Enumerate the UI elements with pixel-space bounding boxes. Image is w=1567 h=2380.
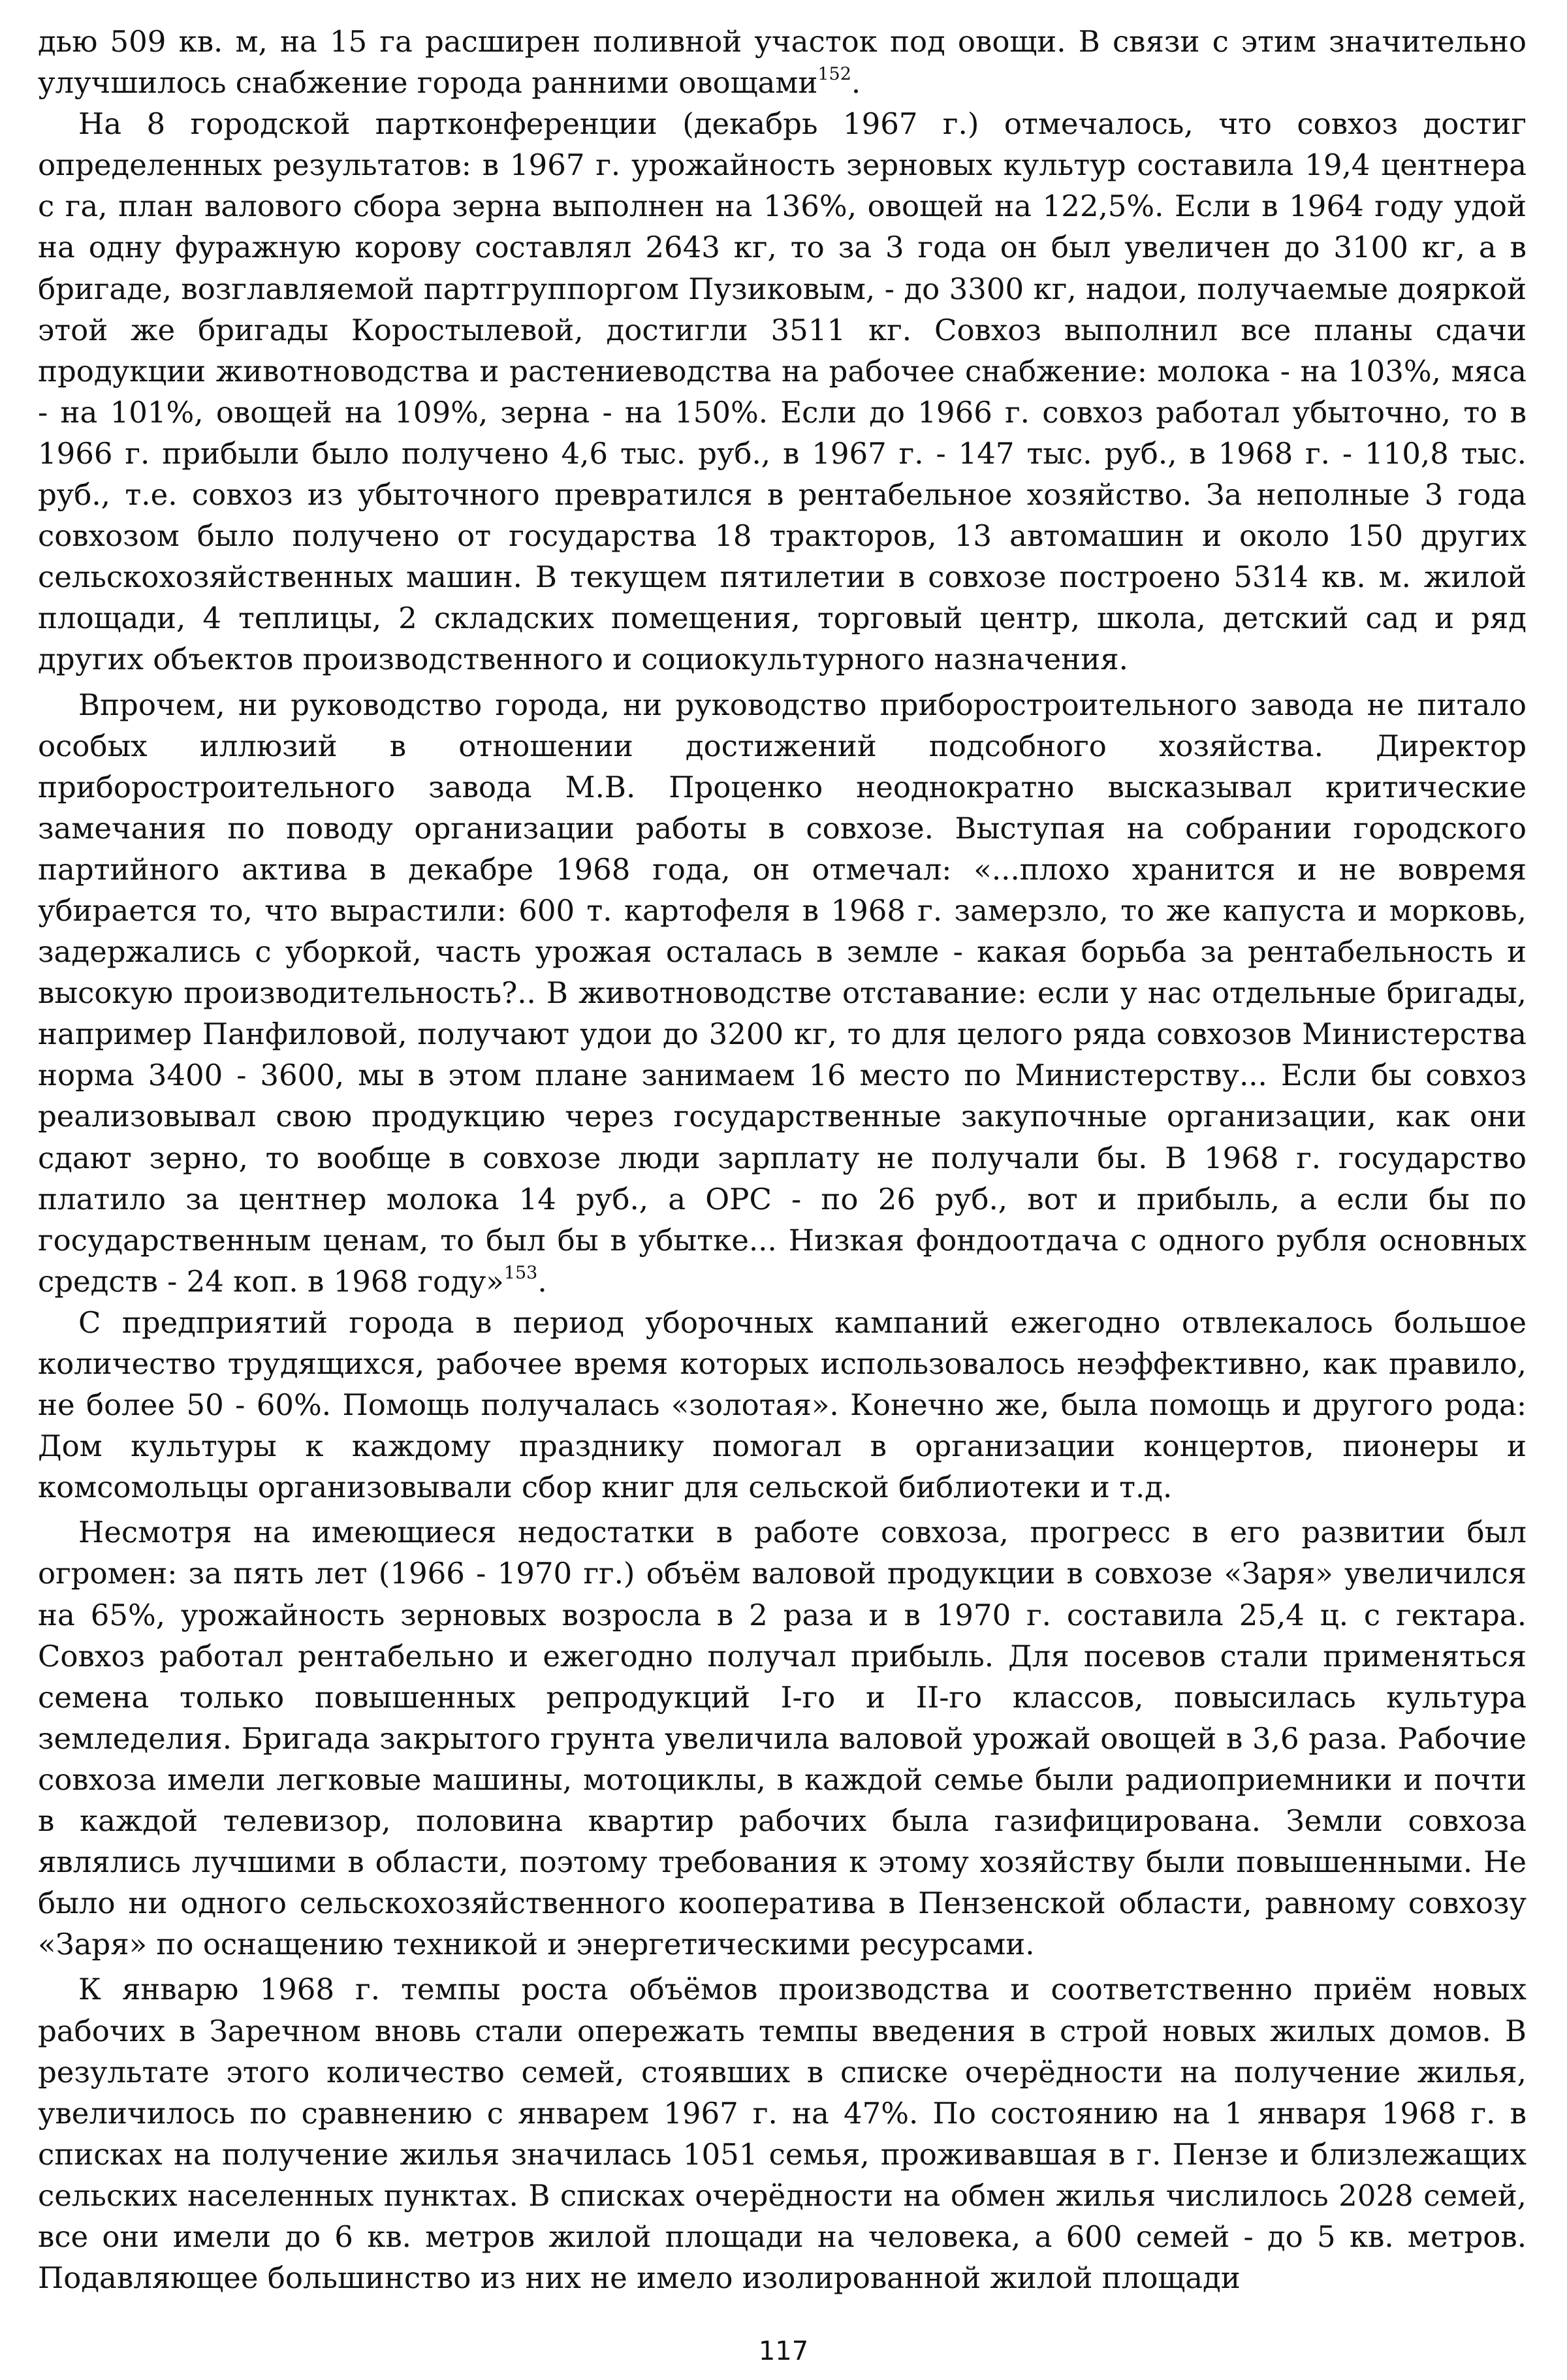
paragraph-1: [38, 21, 1527, 103]
paragraph-1-text: дью 509 кв. м, на 15 га расширен поливной участок под овощи. В связи с этим значительно улучшилось снабжение города ранними овощами: [38, 24, 1527, 101]
paragraph-6: [38, 1969, 1527, 2298]
paragraph-5: [38, 1512, 1527, 1965]
paragraph-5-text: Несмотря на имеющиеся недостатки в работе совхоза, прогресс в его развитии был огромен: за пять лет (1966 - 1970 гг.) объём валовой продукции в совхозе «Заря» увеличился на 65%, урожайность зерновых возросла в 2 раза и в 1970 г. составила 25,4 ц. с гектара. Совхоз работал рентабельно и ежегодно получал прибыль. Для посевов стали применяться семена только повышенных репродукций I-го и II-го классов, повысилась культура земледелия. Бригада закрытого грунта увеличила валовой урожай овощей в 3,6 раза. Рабочие совхоза имели легковые машины, мотоциклы, в каждой семье были радиоприемники и почти в каждой телевизор, половина квартир рабочих была газифицирована. Земли совхоза являлись лучшими в области, поэтому требования к этому хозяйству были повышенными. Не было ни одного сельскохозяйственного кооператива в Пензенской области, равному совхозу «Заря» по оснащению техникой и энергетическими ресурсами.: [38, 1515, 1527, 1962]
footnote-ref-153: 153: [503, 1262, 538, 1283]
paragraph-4: [38, 1302, 1527, 1508]
body-text: [38, 21, 1527, 2298]
paragraph-3: [38, 684, 1527, 1302]
paragraph-3-tail: .: [537, 1263, 547, 1299]
paragraph-6-text: К январю 1968 г. темпы роста объёмов производства и соответственно приём новых рабочих в Заречном вновь стали опережать темпы введения в строй новых жилых домов. В результате этого количество семей, стоявших в списке очерёдности на получение жилья, увеличилось по сравнению с январем 1967 г. на 47%. По состоянию на 1 января 1968 г. в списках на получение жилья значилась 1051 семья, проживавшая в г. Пензе и близлежащих сельских населенных пунктах. В списках очерёдности на обмен жилья числилось 2028 семей, все они имели до 6 кв. метров жилой площади на человека, а 600 семей - до 5 кв. метров. Подавляющее большинство из них не имело изолированной жилой площади: [38, 1972, 1527, 2296]
footnote-ref-152: 152: [817, 63, 851, 84]
page-number: 117: [758, 2336, 809, 2366]
paragraph-3-text: Впрочем, ни руководство города, ни руководство приборостроительного завода не питало особых иллюзий в отношении достижений подсобного хозяйства. Директор приборостроительного завода М.В. Проценко неоднократно высказывал критические замечания по поводу организации работы в совхозе. Выступая на собрании городского партийного актива в декабре 1968 года, он отмечал: «...плохо хранится и не вовремя убирается то, что вырастили: 600 т. картофеля в 1968 г. замерзло, то же капуста и морковь, задержались с уборкой, часть урожая осталась в земле - какая борьба за рентабельность и высокую производительность?.. В животноводстве отставание: если у нас отдельные бригады, например Панфиловой, получают удои до 3200 кг, то для целого ряда совхозов Министерства норма 3400 - 3600, мы в этом плане занимаем 16 место по Министерству... Если бы совхоз реализовывал свою продукцию через государственные закупочные организации, как они сдают зерно, то вообще в совхозе люди зарплату не получали бы. В 1968 г. государство платило за центнер молока 14 руб., а ОРС - по 26 руб., вот и прибыль, а если бы по государственным ценам, то был бы в убытке... Низкая фондоотдача с одного рубля основных средств - 24 коп. в 1968 году»: [38, 687, 1527, 1299]
paragraph-1-tail: .: [851, 65, 861, 101]
paragraph-4-text: С предприятий города в период уборочных кампаний ежегодно отвлекалось большое количество трудящихся, рабочее время которых использовалось неэффективно, как правило, не более 50 - 60%. Помощь получалась «золотая». Конечно же, была помощь и другого рода: Дом культуры к каждому празднику помогал в организации концертов, пионеры и комсомольцы организовывали сбор книг для сельской библиотеки и т.д.: [38, 1305, 1527, 1505]
paragraph-2: [38, 103, 1527, 680]
paragraph-2-text: На 8 городской партконференции (декабрь 1967 г.) отмечалось, что совхоз достиг определенных результатов: в 1967 г. урожайность зерновых культур составила 19,4 центнера с га, план валового сбора зерна выполнен на 136%, овощей на 122,5%. Если в 1964 году удой на одну фуражную корову составлял 2643 кг, то за 3 года он был увеличен до 3100 кг, а в бригаде, возглавляемой партгруппоргом Пузиковым, - до 3300 кг, надои, получаемые дояркой этой же бригады Коростылевой, достигли 3511 кг. Совхоз выполнил все планы сдачи продукции животноводства и растениеводства на рабочее снабжение: молока - на 103%, мяса - на 101%, овощей на 109%, зерна - на 150%. Если до 1966 г. совхоз работал убыточно, то в 1966 г. прибыли было получено 4,6 тыс. руб., в 1967 г. - 147 тыс. руб., в 1968 г. - 110,8 тыс. руб., т.е. совхоз из убыточного превратился в рентабельное хозяйство. За неполные 3 года совхозом было получено от государства 18 тракторов, 13 автомашин и около 150 других сельскохозяйственных машин. В текущем пятилетии в совхозе построено 5314 кв. м. жилой площади, 4 теплицы, 2 складских помещения, торговый центр, школа, детский сад и ряд других объектов производственного и социокультурного назначения.: [38, 106, 1527, 677]
